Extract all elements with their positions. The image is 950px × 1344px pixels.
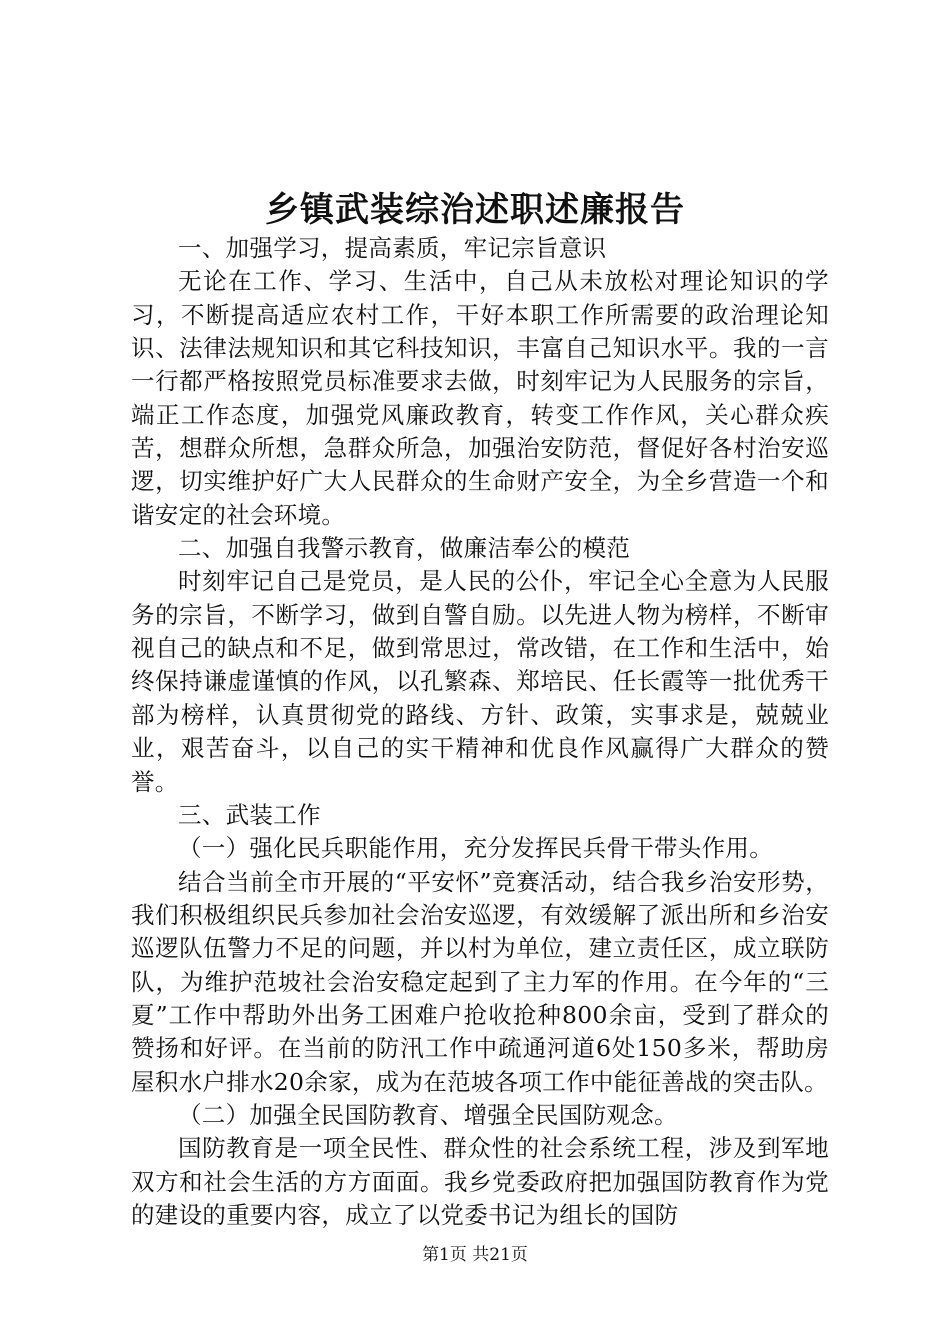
paragraph: 时刻牢记自己是党员，是人民的公仆，牢记全心全意为人民服务的宗旨，不断学习，做到自警自励。以先进人物为榜样，不断审视自己的缺点和不足，做到常思过，常改错，在工作和生活中，始终保持谦虚谨慎的作风，以孔繁森、郑培民、任长霞等一批优秀干部为榜样，认真贯彻党的路线、方针、政策，实事求是，兢兢业业，艰苦奋斗，以自己的实干精神和优良作风赢得广大群众的赞誉。 xyxy=(131,567,829,796)
paragraph: 结合当前全市开展的“平安怀”竞赛活动，结合我乡治安形势，我们积极组织民兵参加社会治安巡逻，有效缓解了派出所和乡治安巡逻队伍警力不足的问题，并以村为单位，建立责任区，成立联防队，为维护范坡社会治安稳定起到了主力军的作用。在今年的“三夏”工作中帮助外出务工困难户抢收抢种800余亩，受到了群众的赞扬和好评。在当前的防汛工作中疏通河道6处150多米，帮助房屋积水户排水20余家，成为在范坡各项工作中能征善战的突击队。 xyxy=(131,867,829,1096)
paragraph: 无论在工作、学习、生活中，自己从未放松对理论知识的学习，不断提高适应农村工作，干好本职工作所需要的政治理论知识、法律法规知识和其它科技知识，丰富自己知识水平。我的一言一行都严格按照党员标准要求去做，时刻牢记为人民服务的宗旨，端正工作态度，加强党风廉政教育，转变工作作风，关心群众疾苦，想群众所想，急群众所急，加强治安防范，督促好各村治安巡逻，切实维护好广大人民群众的生命财产安全，为全乡营造一个和谐安定的社会环境。 xyxy=(131,267,829,529)
section-heading-2: 二、加强自我警示教育，做廉洁奉公的模范 xyxy=(178,534,631,563)
subsection-heading-1: （一）强化民兵职能作用，充分发挥民兵骨干带头作用。 xyxy=(178,834,773,863)
document-body xyxy=(131,232,829,1232)
paragraph: 国防教育是一项全民性、群众性的社会系统工程，涉及到军地双方和社会生活的方方面面。我乡党委政府把加强国防教育作为党的建设的重要内容，成立了以党委书记为组长的国防 xyxy=(131,1134,829,1229)
section-heading-1: 一、加强学习，提高素质，牢记宗旨意识 xyxy=(178,234,607,262)
page-footer: 第1页 共21页 xyxy=(422,1245,528,1265)
subsection-heading-2: （二）加强全民国防教育、增强全民国防观念。 xyxy=(178,1100,678,1129)
section-heading-3: 三、武装工作 xyxy=(178,800,321,829)
document-title: 乡镇武装综治述职述廉报告 xyxy=(265,190,685,230)
